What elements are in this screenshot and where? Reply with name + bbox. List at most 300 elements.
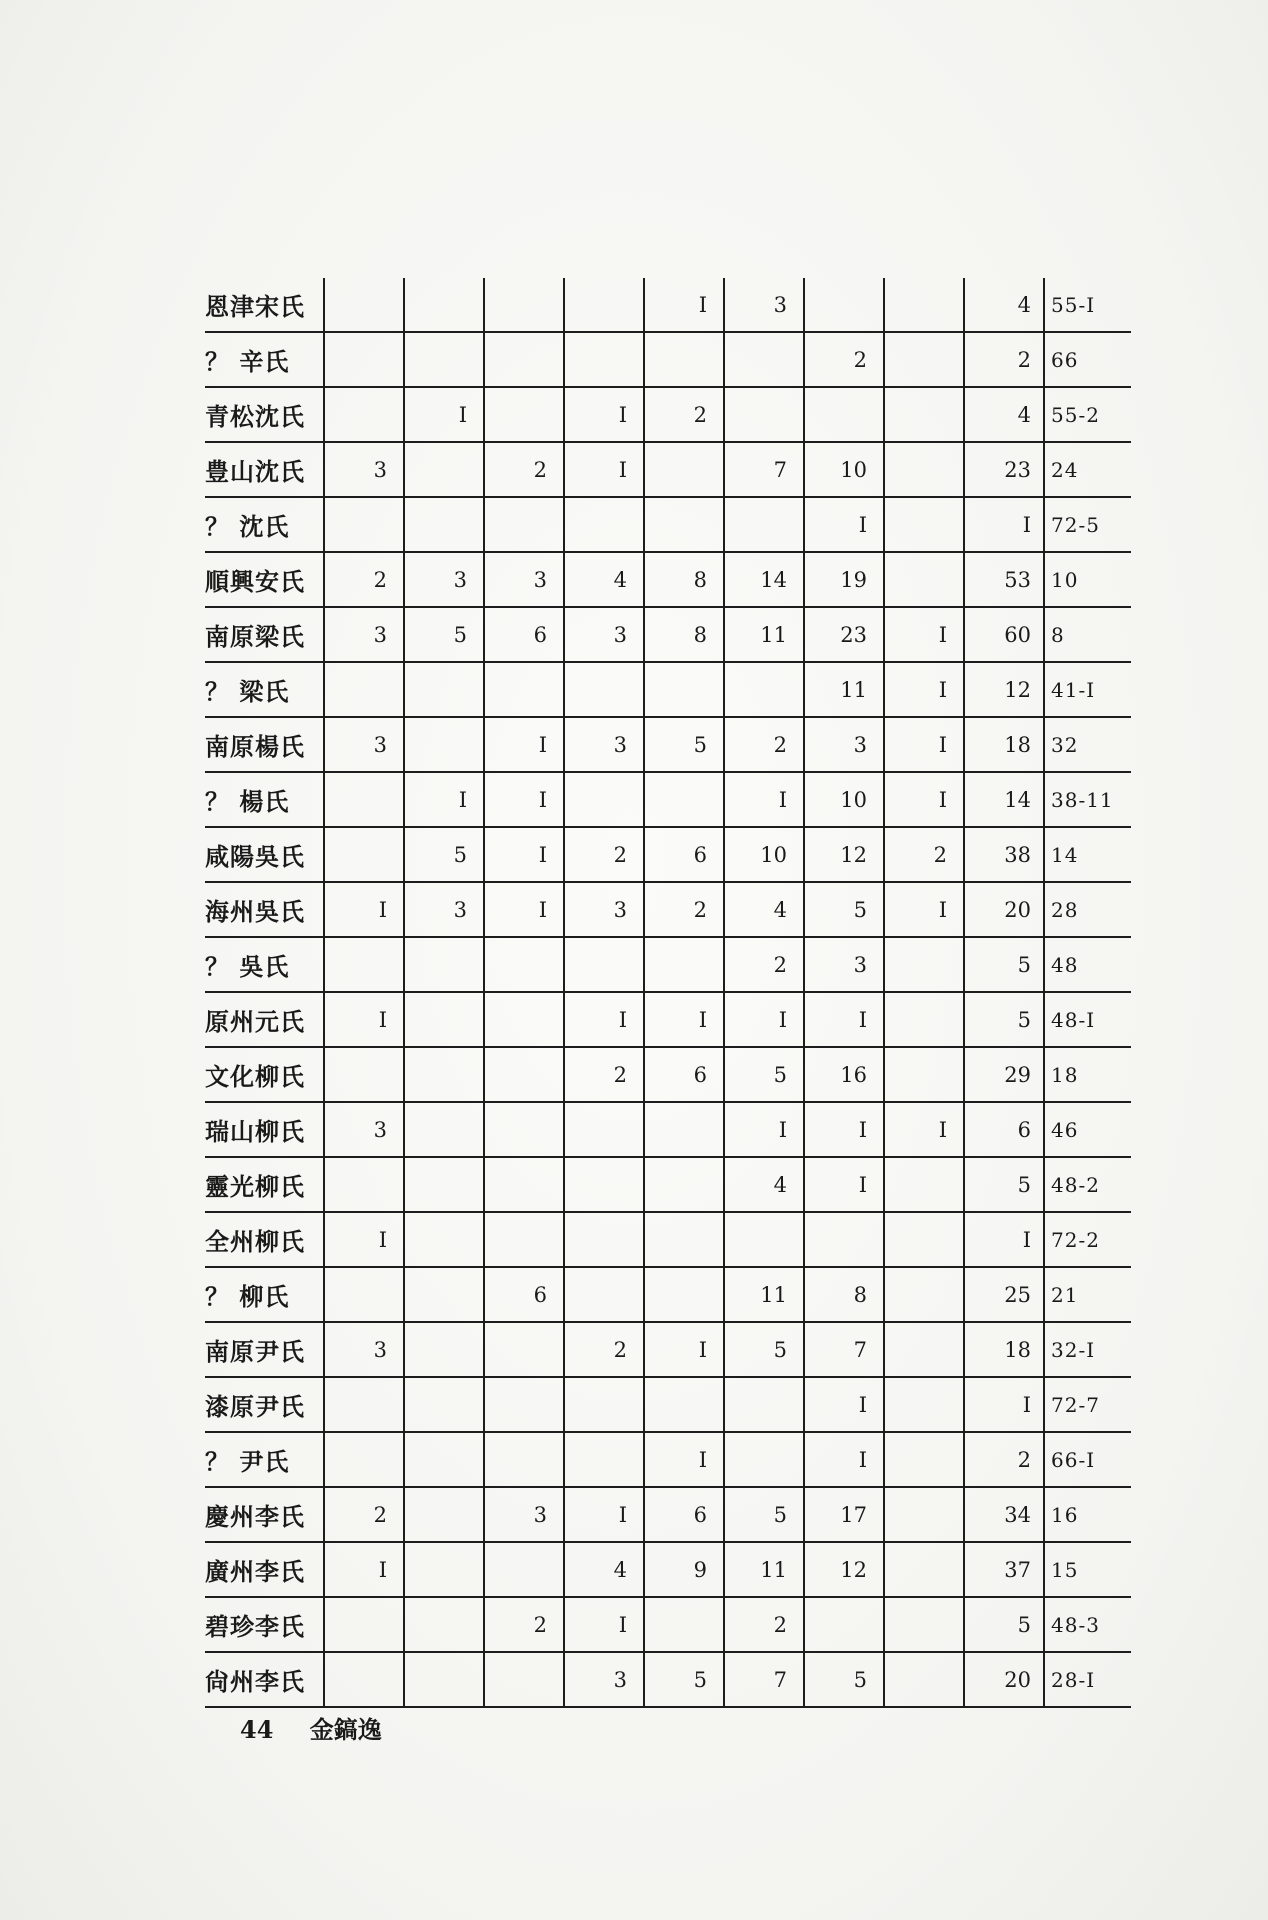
table-row [205,992,1131,1047]
count-cell [564,662,644,717]
count-cell [884,992,964,1047]
count-cell: 11 [724,607,804,662]
count-cell [724,497,804,552]
table-body [205,278,1131,1707]
count-cell [724,662,804,717]
count-cell: I [484,827,564,882]
reference-cell: 21 [1044,1267,1131,1322]
total-cell: 5 [964,1157,1044,1212]
count-cell [884,332,964,387]
count-cell: 2 [644,882,724,937]
count-cell: 3 [484,1487,564,1542]
table-row [205,607,1131,662]
count-cell [404,1377,484,1432]
count-cell: I [404,772,484,827]
count-cell: I [564,1597,644,1652]
count-cell [404,1432,484,1487]
count-cell: 4 [724,1157,804,1212]
count-cell [484,662,564,717]
total-cell: 38 [964,827,1044,882]
reference-cell: 32-I [1044,1322,1131,1377]
count-cell [404,1047,484,1102]
clan-name: ？ 尹氏 [205,1432,324,1487]
count-cell [564,278,644,332]
count-cell: 2 [724,1597,804,1652]
count-cell: I [884,882,964,937]
total-cell: 14 [964,772,1044,827]
count-cell: 2 [724,717,804,772]
table-row [205,827,1131,882]
count-cell: 2 [324,1487,404,1542]
count-cell: I [484,882,564,937]
table-row [205,772,1131,827]
clan-name: 海州吳氏 [205,882,324,937]
count-cell [564,332,644,387]
table-row [205,882,1131,937]
count-cell: 5 [724,1047,804,1102]
count-cell: I [324,1212,404,1267]
count-cell: 7 [724,1652,804,1707]
total-cell: I [964,1377,1044,1432]
count-cell: 3 [324,1322,404,1377]
table-row [205,1102,1131,1157]
count-cell: 23 [804,607,884,662]
total-cell: 34 [964,1487,1044,1542]
count-cell [324,1377,404,1432]
count-cell: I [804,1432,884,1487]
count-cell: 8 [804,1267,884,1322]
reference-cell: 46 [1044,1102,1131,1157]
table-row [205,1652,1131,1707]
count-cell [884,1377,964,1432]
count-cell [724,332,804,387]
count-cell: I [884,772,964,827]
count-cell: I [564,387,644,442]
count-cell: 7 [804,1322,884,1377]
count-cell: 12 [804,1542,884,1597]
count-cell: 5 [724,1322,804,1377]
reference-cell: 55-2 [1044,387,1131,442]
count-cell: 5 [644,717,724,772]
count-cell: 5 [404,607,484,662]
count-cell [804,1212,884,1267]
count-cell: 11 [804,662,884,717]
count-cell [884,1487,964,1542]
count-cell [724,387,804,442]
count-cell: 6 [484,1267,564,1322]
clan-name: 咸陽吳氏 [205,827,324,882]
table-row [205,1542,1131,1597]
count-cell [804,278,884,332]
count-cell [884,442,964,497]
reference-cell: 66-I [1044,1432,1131,1487]
count-cell [884,278,964,332]
count-cell [484,332,564,387]
count-cell [884,1212,964,1267]
count-cell [564,1377,644,1432]
count-cell [404,992,484,1047]
count-cell [564,1102,644,1157]
table-row [205,1267,1131,1322]
count-cell [884,552,964,607]
count-cell [884,1322,964,1377]
count-cell: 16 [804,1047,884,1102]
count-cell [324,1652,404,1707]
count-cell: 2 [484,442,564,497]
count-cell [884,1597,964,1652]
count-cell: I [404,387,484,442]
count-cell [564,1157,644,1212]
count-cell [884,1047,964,1102]
count-cell: 3 [804,937,884,992]
count-cell: 5 [644,1652,724,1707]
count-cell [484,1542,564,1597]
count-cell: 2 [644,387,724,442]
count-cell [644,772,724,827]
count-cell: I [884,662,964,717]
clan-name: 慶州李氏 [205,1487,324,1542]
count-cell [324,1157,404,1212]
reference-cell: 32 [1044,717,1131,772]
count-cell [404,1102,484,1157]
clan-name: ？ 沈氏 [205,497,324,552]
count-cell: 3 [564,1652,644,1707]
total-cell: 53 [964,552,1044,607]
count-cell: 3 [564,882,644,937]
table-row [205,387,1131,442]
count-cell [404,1157,484,1212]
count-cell [484,1047,564,1102]
count-cell [564,1432,644,1487]
clan-name: 靈光柳氏 [205,1157,324,1212]
clan-name: 豊山沈氏 [205,442,324,497]
count-cell: I [324,882,404,937]
clan-name: 南原梁氏 [205,607,324,662]
clan-name: 尙州李氏 [205,1652,324,1707]
count-cell: 11 [724,1542,804,1597]
count-cell: 8 [644,607,724,662]
count-cell [404,1212,484,1267]
count-cell [404,442,484,497]
clan-name: 漆原尹氏 [205,1377,324,1432]
reference-cell: 55-I [1044,278,1131,332]
page-footer [240,1710,382,1745]
count-cell [484,1102,564,1157]
total-cell: 2 [964,1432,1044,1487]
total-cell: 4 [964,387,1044,442]
count-cell: 3 [324,1102,404,1157]
table-row [205,1157,1131,1212]
reference-cell: 10 [1044,552,1131,607]
clan-name: ？ 柳氏 [205,1267,324,1322]
count-cell: 2 [324,552,404,607]
count-cell [404,332,484,387]
count-cell [404,497,484,552]
count-cell [484,1212,564,1267]
count-cell [884,1267,964,1322]
count-cell: I [324,1542,404,1597]
count-cell: 17 [804,1487,884,1542]
count-cell: I [804,1157,884,1212]
count-cell [324,772,404,827]
count-cell [644,1157,724,1212]
page-number: 44 [240,1715,274,1744]
count-cell: 8 [644,552,724,607]
count-cell [404,1597,484,1652]
count-cell: 10 [724,827,804,882]
total-cell: 4 [964,278,1044,332]
total-cell: 5 [964,937,1044,992]
table-row [205,1212,1131,1267]
count-cell [324,827,404,882]
count-cell [644,332,724,387]
count-cell [324,387,404,442]
table-row [205,1432,1131,1487]
clan-name: 原州元氏 [205,992,324,1047]
table-row [205,662,1131,717]
count-cell [404,1652,484,1707]
count-cell: 5 [804,1652,884,1707]
count-cell: I [724,992,804,1047]
reference-cell: 48-3 [1044,1597,1131,1652]
count-cell: 3 [404,552,484,607]
total-cell: 18 [964,717,1044,772]
count-cell: 10 [804,442,884,497]
count-cell: 7 [724,442,804,497]
count-cell: 10 [804,772,884,827]
count-cell [884,1432,964,1487]
table-row [205,442,1131,497]
count-cell [644,1597,724,1652]
clan-name: ？ 吳氏 [205,937,324,992]
total-cell: 23 [964,442,1044,497]
count-cell: 14 [724,552,804,607]
count-cell: I [564,1487,644,1542]
count-cell: 9 [644,1542,724,1597]
count-cell [404,1542,484,1597]
count-cell: 6 [644,1487,724,1542]
count-cell: I [804,497,884,552]
clan-statistics-table [205,278,1131,1708]
count-cell [564,1212,644,1267]
count-cell [404,1267,484,1322]
reference-cell: 18 [1044,1047,1131,1102]
count-cell: I [644,278,724,332]
table-row [205,937,1131,992]
count-cell: 5 [724,1487,804,1542]
reference-cell: 28-I [1044,1652,1131,1707]
count-cell: 5 [404,827,484,882]
table-row [205,1597,1131,1652]
table-row [205,1377,1131,1432]
table-row [205,1322,1131,1377]
count-cell [484,387,564,442]
count-cell: 2 [884,827,964,882]
total-cell: 6 [964,1102,1044,1157]
count-cell: I [644,1322,724,1377]
count-cell [564,497,644,552]
count-cell: 6 [644,1047,724,1102]
count-cell: 19 [804,552,884,607]
count-cell: 2 [724,937,804,992]
count-cell [564,1267,644,1322]
count-cell: I [324,992,404,1047]
count-cell [644,1267,724,1322]
reference-cell: 72-7 [1044,1377,1131,1432]
total-cell: 29 [964,1047,1044,1102]
count-cell [324,278,404,332]
count-cell [804,387,884,442]
clan-name: 青松沈氏 [205,387,324,442]
reference-cell: 48-I [1044,992,1131,1047]
total-cell: I [964,497,1044,552]
reference-cell: 41-I [1044,662,1131,717]
count-cell: I [564,442,644,497]
reference-cell: 28 [1044,882,1131,937]
clan-name: 碧珍李氏 [205,1597,324,1652]
clan-name: 廣州李氏 [205,1542,324,1597]
total-cell: 20 [964,1652,1044,1707]
count-cell: I [484,717,564,772]
count-cell [884,1652,964,1707]
count-cell [324,1047,404,1102]
count-cell [404,717,484,772]
count-cell [484,937,564,992]
count-cell [884,1542,964,1597]
count-cell [404,662,484,717]
clan-name: 南原楊氏 [205,717,324,772]
table-row [205,717,1131,772]
total-cell: 18 [964,1322,1044,1377]
count-cell [644,1102,724,1157]
total-cell: 60 [964,607,1044,662]
clan-name: 南原尹氏 [205,1322,324,1377]
total-cell: I [964,1212,1044,1267]
reference-cell: 48-2 [1044,1157,1131,1212]
count-cell [564,937,644,992]
count-cell [324,937,404,992]
count-cell [324,332,404,387]
count-cell: I [644,1432,724,1487]
count-cell [484,1432,564,1487]
clan-name: 全州柳氏 [205,1212,324,1267]
clan-name: 文化柳氏 [205,1047,324,1102]
clan-name: 順興安氏 [205,552,324,607]
table-row [205,552,1131,607]
table-row [205,278,1131,332]
reference-cell: 16 [1044,1487,1131,1542]
count-cell [644,442,724,497]
count-cell [324,1267,404,1322]
reference-cell: 48 [1044,937,1131,992]
count-cell: 3 [724,278,804,332]
count-cell: 12 [804,827,884,882]
count-cell [484,278,564,332]
count-cell [404,1322,484,1377]
count-cell: 3 [324,607,404,662]
reference-cell: 15 [1044,1542,1131,1597]
count-cell: 5 [804,882,884,937]
count-cell [484,1322,564,1377]
count-cell: 3 [564,607,644,662]
count-cell [484,992,564,1047]
count-cell [804,1597,884,1652]
count-cell: I [724,1102,804,1157]
count-cell: 3 [804,717,884,772]
count-cell: 11 [724,1267,804,1322]
count-cell: 6 [644,827,724,882]
total-cell: 5 [964,992,1044,1047]
table-row [205,1047,1131,1102]
total-cell: 12 [964,662,1044,717]
reference-cell: 14 [1044,827,1131,882]
reference-cell: 72-5 [1044,497,1131,552]
count-cell [324,662,404,717]
count-cell [404,937,484,992]
count-cell: 3 [324,717,404,772]
count-cell [324,1597,404,1652]
reference-cell: 38-11 [1044,772,1131,827]
reference-cell: 72-2 [1044,1212,1131,1267]
table-row [205,497,1131,552]
count-cell [884,1157,964,1212]
count-cell: 3 [404,882,484,937]
count-cell [884,937,964,992]
count-cell [324,1432,404,1487]
count-cell: 6 [484,607,564,662]
total-cell: 20 [964,882,1044,937]
count-cell: 2 [564,1322,644,1377]
count-cell [884,497,964,552]
clan-name: 恩津宋氏 [205,278,324,332]
total-cell: 25 [964,1267,1044,1322]
reference-cell: 8 [1044,607,1131,662]
reference-cell: 24 [1044,442,1131,497]
count-cell [644,497,724,552]
count-cell [884,387,964,442]
clan-name: ？ 辛氏 [205,332,324,387]
count-cell [484,1157,564,1212]
count-cell: 4 [564,552,644,607]
count-cell: I [804,992,884,1047]
count-cell: 2 [484,1597,564,1652]
count-cell: I [644,992,724,1047]
count-cell: I [804,1377,884,1432]
count-cell: I [484,772,564,827]
count-cell: I [884,717,964,772]
author-name: 金鎬逸 [309,1715,382,1744]
table-row [205,1487,1131,1542]
count-cell [724,1377,804,1432]
count-cell: I [884,1102,964,1157]
count-cell: I [724,772,804,827]
count-cell: I [804,1102,884,1157]
count-cell: 4 [724,882,804,937]
count-cell [644,1212,724,1267]
total-cell: 2 [964,332,1044,387]
count-cell: 2 [564,827,644,882]
table-row [205,332,1131,387]
clan-name: ？ 楊氏 [205,772,324,827]
count-cell: 2 [564,1047,644,1102]
count-cell: 2 [804,332,884,387]
count-cell [724,1432,804,1487]
count-cell [644,937,724,992]
count-cell [484,497,564,552]
count-cell [644,662,724,717]
count-cell: 4 [564,1542,644,1597]
count-cell [324,497,404,552]
